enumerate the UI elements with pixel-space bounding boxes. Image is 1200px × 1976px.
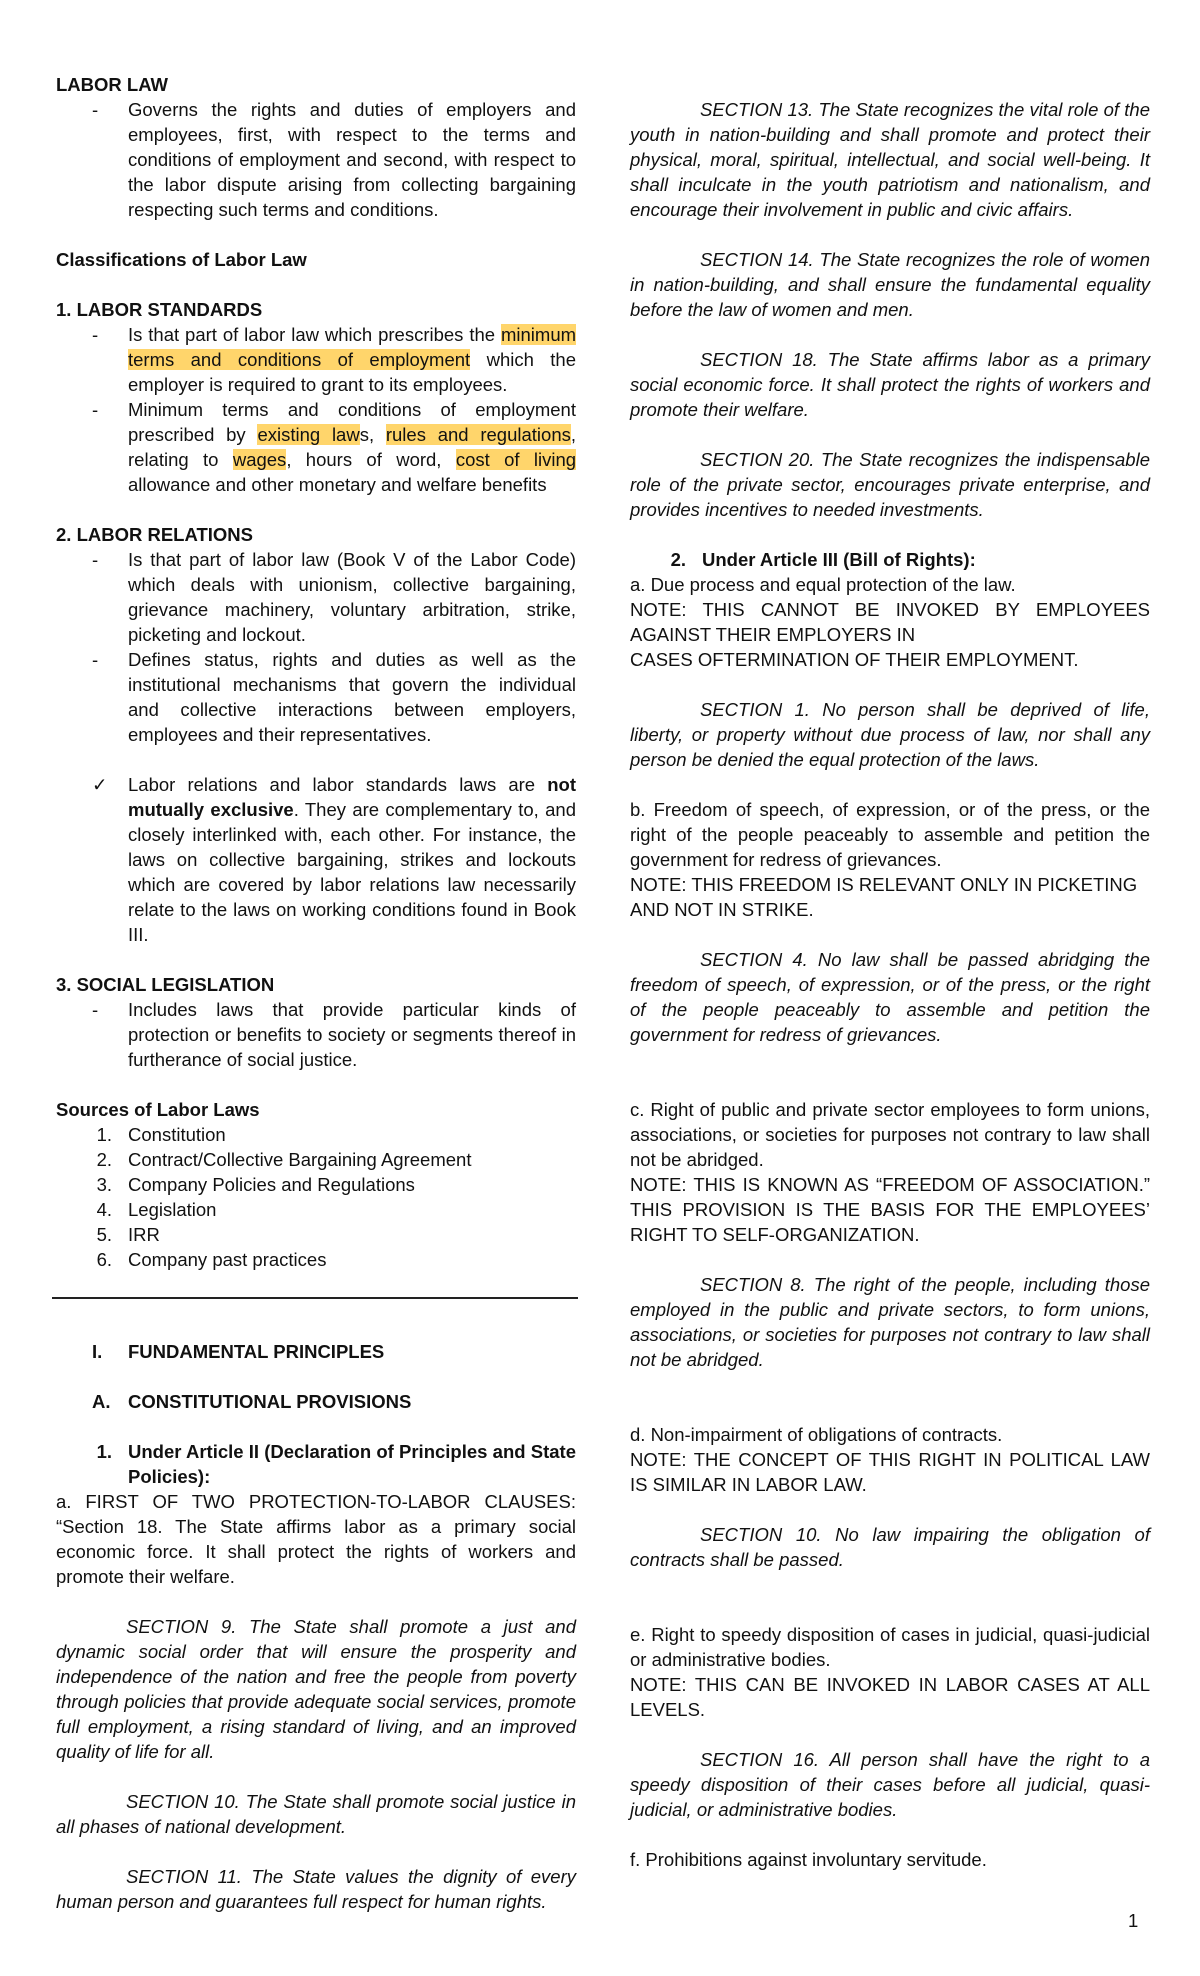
dash-marker: - [92,649,99,670]
dash-marker: - [92,99,99,120]
list-item: 2. Contract/Collective Bargaining Agreement [96,1149,472,1170]
article-ii-heading: 1. Under Article II (Declaration of Principles and State Policies): [96,1441,576,1487]
highlighted-text: wages [232,449,287,470]
list-item: 6. Company past practices [96,1249,327,1270]
non-impairment-note: NOTE: THE CONCEPT OF THIS RIGHT IN POLITICAL LAW IS SIMILAR IN LABOR LAW. [630,1449,1150,1495]
right-column [630,72,1150,1872]
labor-relations-bullet-2: Defines status, rights and duties as well as the institutional mechanisms that govern the individual and collective interactions between employers, employees and their representatives. [128,649,576,745]
freedom-of-association-item: c. Right of public and private sector employees to form unions, associations, or societies for purposes not contrary to law shall not be abridged. [630,1099,1150,1170]
list-item: 3. Company Policies and Regulations [96,1174,415,1195]
classifications-heading: Classifications of Labor Law [56,249,307,270]
section-18-text: SECTION 18. The State affirms labor as a primary social economic force. It shall protect the rights of workers and promote their welfare. [630,349,1150,420]
freedom-of-speech-note: NOTE: THIS FREEDOM IS RELEVANT ONLY IN PICKETING AND NOT IN STRIKE. [630,874,1138,920]
page-number: 1 [1128,1910,1139,1931]
labor-relations-heading: 2. LABOR RELATIONS [56,524,253,545]
bullet-item [56,997,576,1072]
non-impairment-item: d. Non-impairment of obligations of contracts. [630,1424,1003,1445]
due-process-note-2: CASES OFTERMINATION OF THEIR EMPLOYMENT. [630,649,1079,670]
labor-standards-bullet-2: Minimum terms and conditions of employment prescribed by existing laws, rules and regulations, relating to wages, hours of word, cost of living allowance and other monetary and welfare benefits [128,399,577,495]
involuntary-servitude-item: f. Prohibitions against involuntary servitude. [630,1849,987,1870]
labor-standards-heading: 1. LABOR STANDARDS [56,299,263,320]
section-16-text: SECTION 16. All person shall have the right to a speedy disposition of their cases before all judicial, quasi-judicial, or administrative bodies. [630,1749,1150,1820]
section-13-text: SECTION 13. The State recognizes the vital role of the youth in nation-building and shall promote and protect their physical, moral, spiritual, intellectual, and social well-being. It shall inculcate in the youth patriotism and nationalism, and encourage their involvement in public and civic affairs. [630,99,1150,220]
section-divider [52,1297,578,1299]
list-item: 5. IRR [96,1224,160,1245]
section-20-text: SECTION 20. The State recognizes the indispensable role of the private sector, encourages private enterprise, and provides incentives to needed investments. [630,449,1150,520]
dash-marker: - [92,324,99,345]
bullet-item [56,322,576,397]
highlighted-text: rules and regulations [385,424,571,445]
left-column [56,72,576,1914]
protection-to-labor-clause: a. FIRST OF TWO PROTECTION-TO-LABOR CLAUSES: “Section 18. The State affirms labor as a primary social economic force. It shall protect the rights of workers and promote their welfare. [56,1491,576,1587]
labor-law-title: LABOR LAW [56,74,169,95]
section-9-text: SECTION 9. The State shall promote a just and dynamic social order that will ensure the prosperity and independence of the nation and free the people from poverty through policies that provide adequate social services, promote full employment, a rising standard of living, and an improved quality of life for all. [56,1616,576,1762]
checkmark-icon: ✓ [92,774,108,795]
dash-marker: - [92,549,99,570]
dash-marker: - [92,399,99,420]
bullet-item [56,397,576,497]
section-10-contracts-text: SECTION 10. No law impairing the obligation of contracts shall be passed. [630,1524,1150,1570]
sources-heading: Sources of Labor Laws [56,1099,260,1120]
highlighted-text: existing law [257,424,360,445]
speedy-disposition-item: e. Right to speedy disposition of cases in judicial, quasi-judicial or administrative bodies. [630,1624,1150,1670]
section-4-text: SECTION 4. No law shall be passed abridging the freedom of speech, of expression, or of the press, or the right of the people peaceably to assemble and petition the government for redress of grievances. [630,949,1150,1045]
bullet-item [56,547,576,647]
freedom-of-speech-item: b. Freedom of speech, of expression, or of the press, or the right of the people peaceably to assemble and petition the government for redress of grievances. [630,799,1150,870]
section-8-text: SECTION 8. The right of the people, including those employed in the public and private sectors, to form unions, associations, or societies for purposes not contrary to law shall not be abridged. [630,1274,1150,1370]
highlighted-text: minimum terms and conditions of employment [128,324,577,370]
labor-standards-bullet-1: Is that part of labor law which prescribes the minimum terms and conditions of employment which the employer is required to grant to its employees. [128,324,577,395]
bullet-item [56,97,576,222]
article-iii-heading: 2. Under Article III (Bill of Rights): [670,549,976,570]
due-process-note: NOTE: THIS CANNOT BE INVOKED BY EMPLOYEES AGAINST THEIR EMPLOYERS IN [630,599,1150,645]
mutually-exclusive-note: Labor relations and labor standards laws are not mutually exclusive. They are complementary to, and closely interlinked with, each other. For instance, the laws on collective bargaining, strikes and lockouts which are covered by labor relations law necessarily relate to the laws on working conditions found in Book III. [128,774,577,945]
section-11-text: SECTION 11. The State values the dignity of every human person and guarantees full respect for human rights. [56,1866,576,1912]
check-item [56,772,576,947]
constitutional-provisions-heading: A. CONSTITUTIONAL PROVISIONS [92,1391,412,1412]
dash-marker: - [92,999,99,1020]
due-process-item: a. Due process and equal protection of the law. [630,574,1016,595]
freedom-of-association-note: NOTE: THIS IS KNOWN AS “FREEDOM OF ASSOCIATION.” THIS PROVISION IS THE BASIS FOR THE EMPLOYEES’ RIGHT TO SELF-ORGANIZATION. [630,1174,1150,1245]
highlighted-text: cost of living [455,449,577,470]
labor-law-definition: Governs the rights and duties of employers and employees, first, with respect to the terms and conditions of employment and second, with respect to the labor dispute arising from collecting bargaining respecting such terms and conditions. [128,99,576,220]
speedy-disposition-note: NOTE: THIS CAN BE INVOKED IN LABOR CASES AT ALL LEVELS. [630,1674,1150,1720]
list-item: 4. Legislation [96,1199,217,1220]
section-10-text: SECTION 10. The State shall promote social justice in all phases of national development. [56,1791,576,1837]
list-item: 1. Constitution [96,1124,226,1145]
bullet-item [56,647,576,747]
labor-relations-bullet-1: Is that part of labor law (Book V of the Labor Code) which deals with unionism, collective bargaining, grievance machinery, voluntary arbitration, strike, picketing and lockout. [128,549,576,645]
section-14-text: SECTION 14. The State recognizes the role of women in nation-building, and shall ensure the fundamental equality before the law of women and men. [630,249,1150,320]
social-legislation-heading: 3. SOCIAL LEGISLATION [56,974,275,995]
fundamental-principles-heading: I. FUNDAMENTAL PRINCIPLES [92,1341,385,1362]
section-1-text: SECTION 1. No person shall be deprived of life, liberty, or property without due process of law, nor shall any person be denied the equal protection of the laws. [630,699,1150,770]
social-legislation-bullet: Includes laws that provide particular kinds of protection or benefits to society or segments thereof in furtherance of social justice. [128,999,576,1070]
sources-list [56,1122,576,1272]
